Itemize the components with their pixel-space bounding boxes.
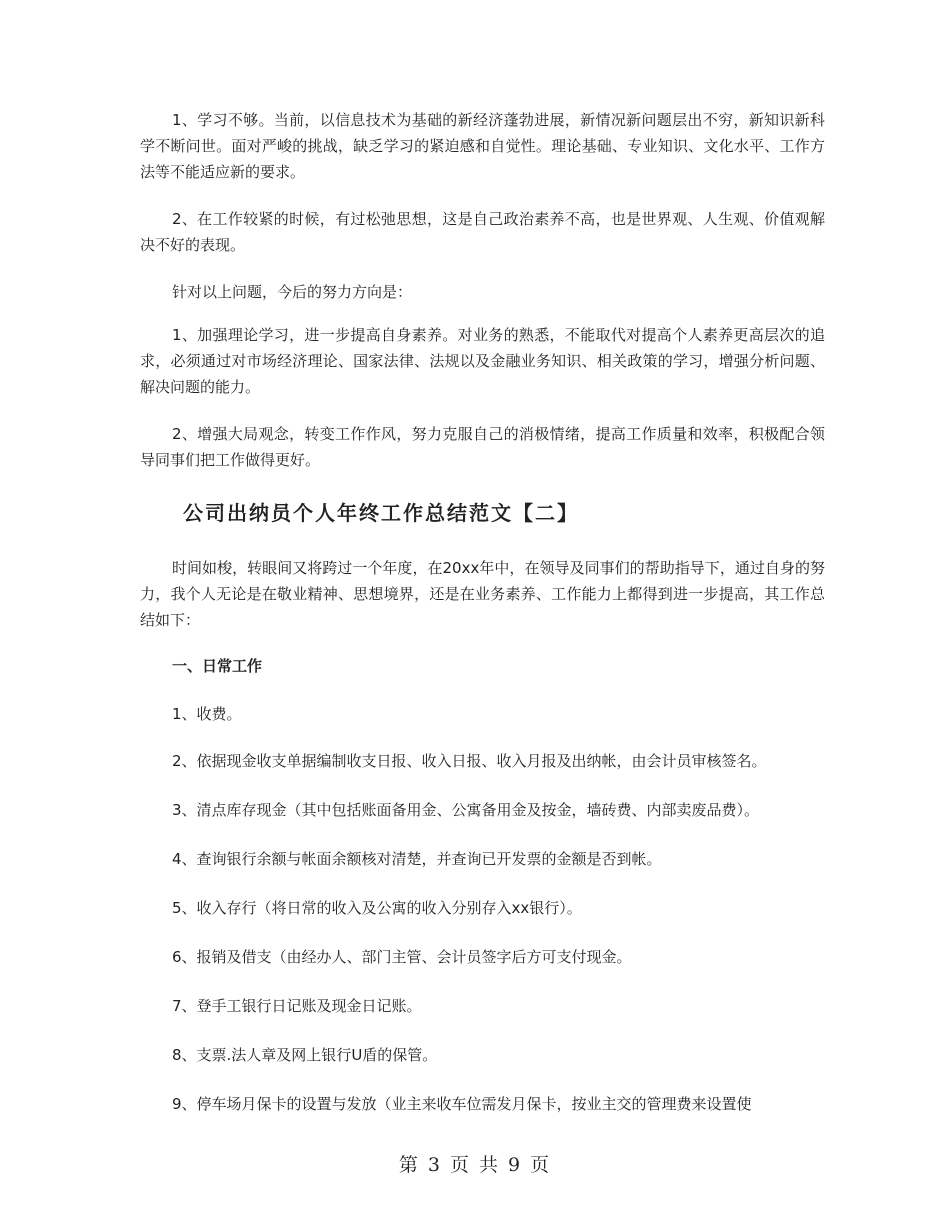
page-number-footer: 第 3 页 共 9 页 — [398, 1154, 552, 1176]
paragraph-slack-thinking: 2、在工作较紧的时候，有过松弛思想，这是自己政治素养不高，也是世界观、人生观、价值观解决不好的表现。 — [140, 210, 825, 254]
section-heading: 公司出纳员个人年终工作总结范文【二】 — [183, 501, 579, 525]
paragraph-year-summary: 时间如梭，转眼间又将跨过一个年度，在20xx年中，在领导及同事们的帮助指导下，通过自身的努力，我个人无论是在敬业精神、思想境界，还是在业务素养、工作能力上都得到进一步提高，其工作总结如下： — [140, 559, 825, 629]
list-item: 9、停车场月保卡的设置与发放（业主来收车位需发月保卡，按业主交的管理费来设置使 — [172, 1095, 752, 1113]
list-item: 8、支票.法人章及网上银行U盾的保管。 — [172, 1046, 438, 1064]
subheading-daily-work: 一、日常工作 — [172, 657, 263, 675]
list-item: 6、报销及借支（由经办人、部门主管、会计员签字后方可支付现金。 — [172, 948, 632, 966]
paragraph-improvement-intro: 针对以上问题，今后的努力方向是： — [172, 283, 413, 301]
list-item: 5、收入存行（将日常的收入及公寓的收入分别存入xx银行）。 — [172, 899, 582, 917]
list-item: 3、清点库存现金（其中包括账面备用金、公寓备用金及按金，墙砖费、内部卖废品费）。 — [172, 801, 760, 819]
list-item: 2、依据现金收支单据编制收支日报、收入日报、收入月报及出纳帐，由会计员审核签名。 — [172, 752, 767, 770]
list-item: 4、查询银行余额与帐面余额核对清楚，并查询已开发票的金额是否到帐。 — [172, 850, 662, 868]
list-item: 1、收费。 — [172, 705, 242, 723]
paragraph-strengthen-study: 1、加强理论学习，进一步提高自身素养。对业务的熟悉，不能取代对提高个人素养更高层次的追求，必须通过对市场经济理论、国家法律、法规以及金融业务知识、相关政策的学习，增强分析问题、解决问题的能力。 — [140, 326, 825, 396]
list-item: 7、登手工银行日记账及现金日记账。 — [172, 997, 422, 1015]
paragraph-learning-insufficient: 1、学习不够。当前，以信息技术为基础的新经济蓬勃进展，新情况新问题层出不穷，新知识新科学不断问世。面对严峻的挑战，缺乏学习的紧迫感和自觉性。理论基础、专业知识、文化水平、工作方法等不能适应新的要求。 — [140, 111, 825, 181]
paragraph-overall-view: 2、增强大局观念，转变工作作风，努力克服自己的消极情绪，提高工作质量和效率，积极配合领导同事们把工作做得更好。 — [140, 425, 825, 469]
